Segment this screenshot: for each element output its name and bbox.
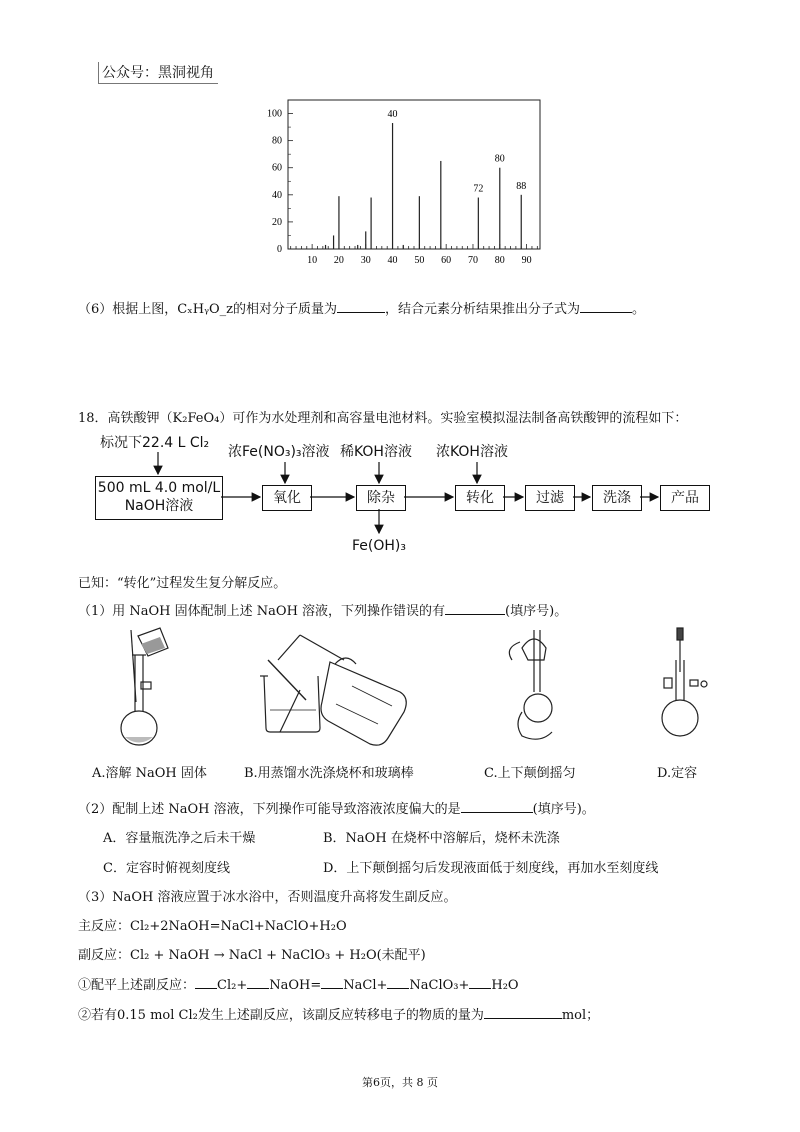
known-statement: 已知：“转化”过程发生复分解反应。 — [78, 576, 287, 591]
flow-reagent-3: 浓KOH溶液 — [436, 444, 508, 460]
option-b: B．NaOH 在烧杯中溶解后，烧杯未洗涤 — [323, 831, 560, 846]
flow-step-filter: 过滤 — [525, 485, 575, 511]
flow-start-line2: NaOH溶液 — [124, 498, 194, 514]
part-3: （3）NaOH 溶液应置于冰水浴中，否则温度升高将发生副反应。 — [78, 890, 457, 905]
balance-cl2: Cl₂+ — [217, 978, 248, 993]
watermark: 公众号：黑洞视角 — [98, 62, 218, 84]
answer-blank[interactable] — [445, 602, 505, 615]
answer-blank[interactable] — [484, 1006, 562, 1019]
coefficient-blank[interactable] — [469, 976, 491, 989]
flow-byproduct: Fe(OH)₃ — [352, 538, 406, 554]
part-2-suffix: (填序号)。 — [532, 802, 595, 817]
dissolve-apparatus-icon — [121, 628, 168, 745]
set-volume-icon — [662, 628, 707, 736]
apparatus-illustrations — [0, 620, 800, 755]
balance-naclo3: NaClO₃+ — [409, 978, 470, 993]
question-18-intro: 18．高铁酸钾（K₂FeO₄）可作为水处理剂和高容量电池材料。实验室模拟湿法制备高铁酸钾的流程如下： — [78, 411, 688, 426]
caption-b: B.用蒸馏水洗涤烧杯和玻璃棒 — [244, 766, 414, 781]
balance-nacl: NaCl+ — [343, 978, 388, 993]
y-tick-label: 20 — [272, 216, 282, 228]
flow-step-product: 产品 — [660, 485, 710, 511]
q6-prefix: （6）根据上图， — [78, 302, 178, 317]
y-tick-label: 0 — [277, 244, 282, 255]
part-1 — [78, 600, 567, 619]
y-tick-label: 80 — [272, 135, 282, 147]
peak-label: 88 — [516, 180, 527, 192]
option-d: D．上下颠倒摇匀后发现液面低于刻度线，再加水至刻度线 — [323, 861, 659, 876]
balance-naoh: NaOH= — [269, 978, 322, 993]
balance-prefix: ①配平上述副反应： — [78, 978, 196, 993]
y-tick-label: 100 — [267, 108, 282, 120]
flow-step-oxidation: 氧化 — [262, 485, 312, 511]
flow-cl2-label: 标况下22.4 L Cl₂ — [100, 435, 210, 451]
balance-reaction — [78, 974, 519, 993]
part-1-text: （1）用 NaOH 固体配制上述 NaOH 溶液，下列操作错误的有 — [78, 604, 446, 619]
x-tick-label: 70 — [467, 255, 478, 266]
caption-a: A.溶解 NaOH 固体 — [92, 766, 207, 781]
coefficient-blank[interactable] — [195, 976, 217, 989]
flow-start-line1: 500 mL 4.0 mol/L — [97, 480, 221, 496]
answer-blank[interactable] — [461, 800, 533, 813]
peak-label: 40 — [387, 109, 398, 121]
x-tick-label: 10 — [307, 255, 318, 266]
peak-label: 80 — [494, 153, 505, 165]
x-tick-label: 50 — [414, 255, 425, 266]
flow-step-purify: 除杂 — [356, 485, 406, 511]
page-footer: 第6页，共 8 页 — [362, 1076, 438, 1089]
y-tick-label: 60 — [272, 162, 282, 174]
electron-transfer-question — [78, 1004, 599, 1023]
caption-d: D.定容 — [657, 766, 698, 781]
flow-reagent-1: 浓Fe(NO₃)₃溶液 — [228, 444, 330, 460]
flow-step-convert: 转化 — [455, 485, 505, 511]
main-reaction: 主反应：Cl₂+2NaOH=NaCl+NaClO+H₂O — [78, 919, 347, 934]
x-tick-label: 30 — [360, 255, 371, 266]
x-tick-label: 40 — [387, 255, 398, 266]
y-tick-label: 40 — [272, 189, 282, 201]
caption-c: C.上下颠倒摇匀 — [484, 766, 576, 781]
part-1-suffix: (填序号)。 — [505, 604, 568, 619]
part-2-text: （2）配制上述 NaOH 溶液，下列操作可能导致溶液浓度偏大的是 — [78, 802, 461, 817]
wash-beaker-icon — [260, 635, 406, 745]
q6-formula: CₓHᵧO_z — [177, 302, 233, 317]
x-tick-label: 20 — [333, 255, 344, 266]
electron-question-text: ②若有0.15 mol Cl₂发生上述副反应，该副反应转移电子的物质的量为 — [78, 1008, 484, 1023]
electron-question-unit: mol； — [561, 1008, 600, 1023]
peak-label: 72 — [473, 183, 484, 195]
part-2 — [78, 798, 595, 817]
x-tick-label: 60 — [441, 255, 452, 266]
q6-mid: 的相对分子质量为 — [232, 302, 337, 317]
q6-mid2: ，结合元素分析结果推出分子式为 — [385, 302, 581, 317]
balance-h2o: H₂O — [491, 978, 519, 993]
x-tick-label: 80 — [494, 255, 505, 266]
x-tick-label: 90 — [521, 255, 532, 266]
invert-shake-icon — [509, 630, 552, 739]
side-reaction: 副反应：Cl₂ + NaOH → NaCl + NaClO₃ + H₂O(未配平) — [78, 948, 426, 963]
option-c: C．定容时俯视刻度线 — [103, 861, 230, 876]
coefficient-blank[interactable] — [321, 976, 343, 989]
flow-step-wash: 洗涤 — [592, 485, 642, 511]
option-a: A．容量瓶洗净之后未干燥 — [103, 831, 256, 846]
coefficient-blank[interactable] — [387, 976, 409, 989]
coefficient-blank[interactable] — [247, 976, 269, 989]
flow-reagent-2: 稀KOH溶液 — [340, 444, 412, 460]
q6-end: 。 — [632, 302, 646, 317]
